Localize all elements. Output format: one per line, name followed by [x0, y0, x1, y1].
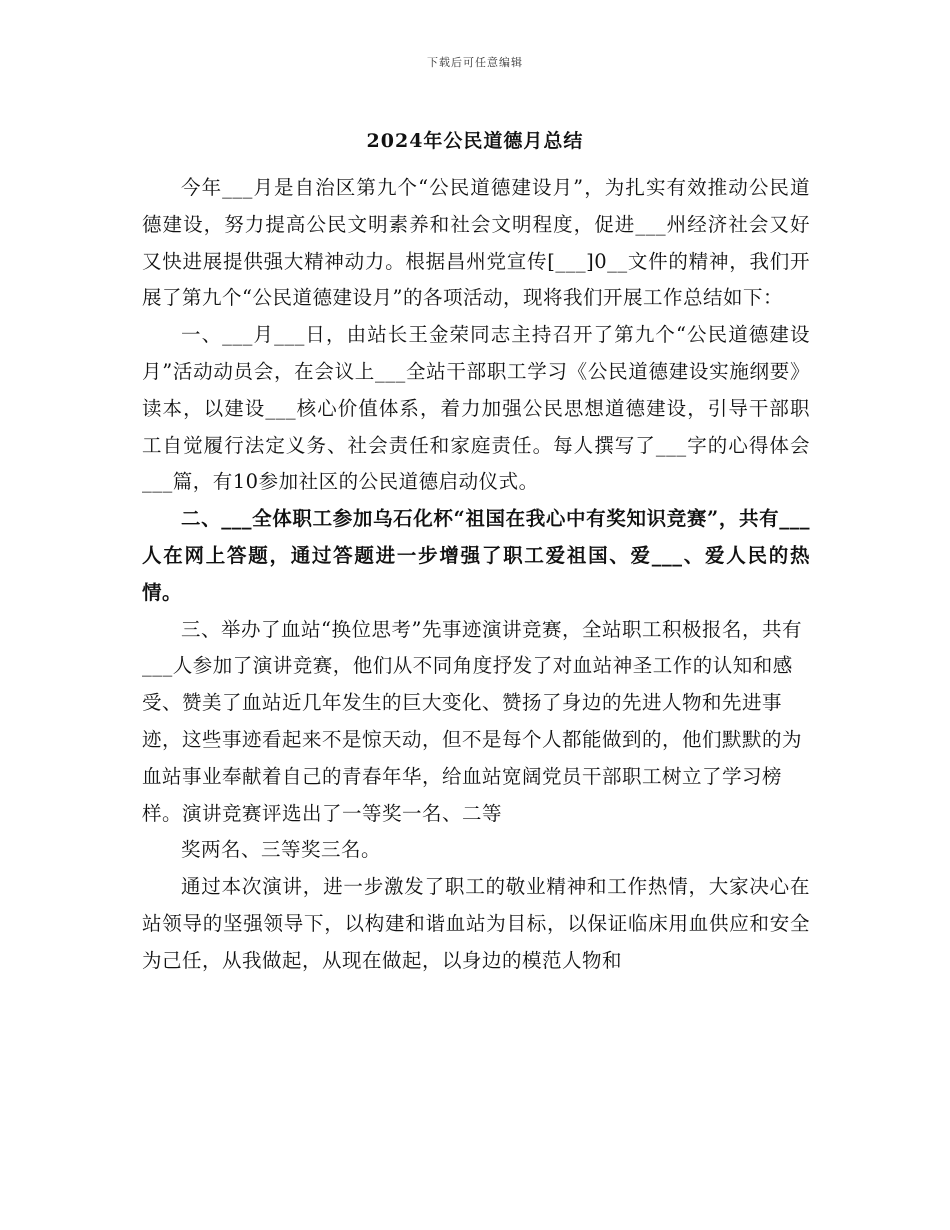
header-note: 下载后可任意编辑: [427, 56, 523, 69]
paragraph-section-3: 三、举办了血站“换位思考”先事迹演讲竞赛，全站职工积极报名，共有___人参加了演讲竞赛，他们从不同角度抒发了对血站神圣工作的认知和感受、赞美了血站近几年发生的巨大变化、赞扬了身边的先进人物和先进事迹，这些事迹看起来不是惊天动，但不是每个人都能做到的，他们默默的为血站事业奉献着自己的青春年华，给血站宽阔党员干部职工树立了学习榜样。演讲竞赛评选出了一等奖一名、二等: [142, 617, 803, 825]
paragraph-section-1: 一、___月___日，由站长王金荣同志主持召开了第九个“公民道德建设月”活动动员会，在会议上___全站干部职工学习《公民道德建设实施纲要》读本，以建设___核心价值体系，着力加强公民思想道德建设，引导干部职工自觉履行法定义务、社会责任和家庭责任。每人撰写了___字的心得体会___篇，有10参加社区的公民道德启动仪式。: [142, 323, 810, 494]
document-body: [142, 170, 810, 980]
paragraph-section-2: 二、___全体职工参加乌石化杯“祖国在我心中有奖知识竞赛”，共有___人在网上答题，通过答题进一步增强了职工爱祖国、爱___、爱人民的热情。: [142, 507, 810, 604]
paragraph-intro: 今年___月是自治区第九个“公民道德建设月”，为扎实有效推动公民道德建设，努力提高公民文明素养和社会文明程度，促进___州经济社会又好又快进展提供强大精神动力。根据昌州党宣传[___]0__文件的精神，我们开展了第九个“公民道德建设月”的各项活动，现将我们开展工作总结如下：: [142, 176, 810, 310]
document-title: 2024年公民道德月总结: [366, 130, 584, 152]
paragraph-section-3-continued: 奖两名、三等奖三名。: [181, 838, 382, 862]
paragraph-conclusion: 通过本次演讲，进一步激发了职工的敬业精神和工作热情，大家决心在站领导的坚强领导下，以构建和谐血站为目标，以保证临床用血供应和安全为己任，从我做起，从现在做起，以身边的模范人物和: [142, 875, 810, 972]
